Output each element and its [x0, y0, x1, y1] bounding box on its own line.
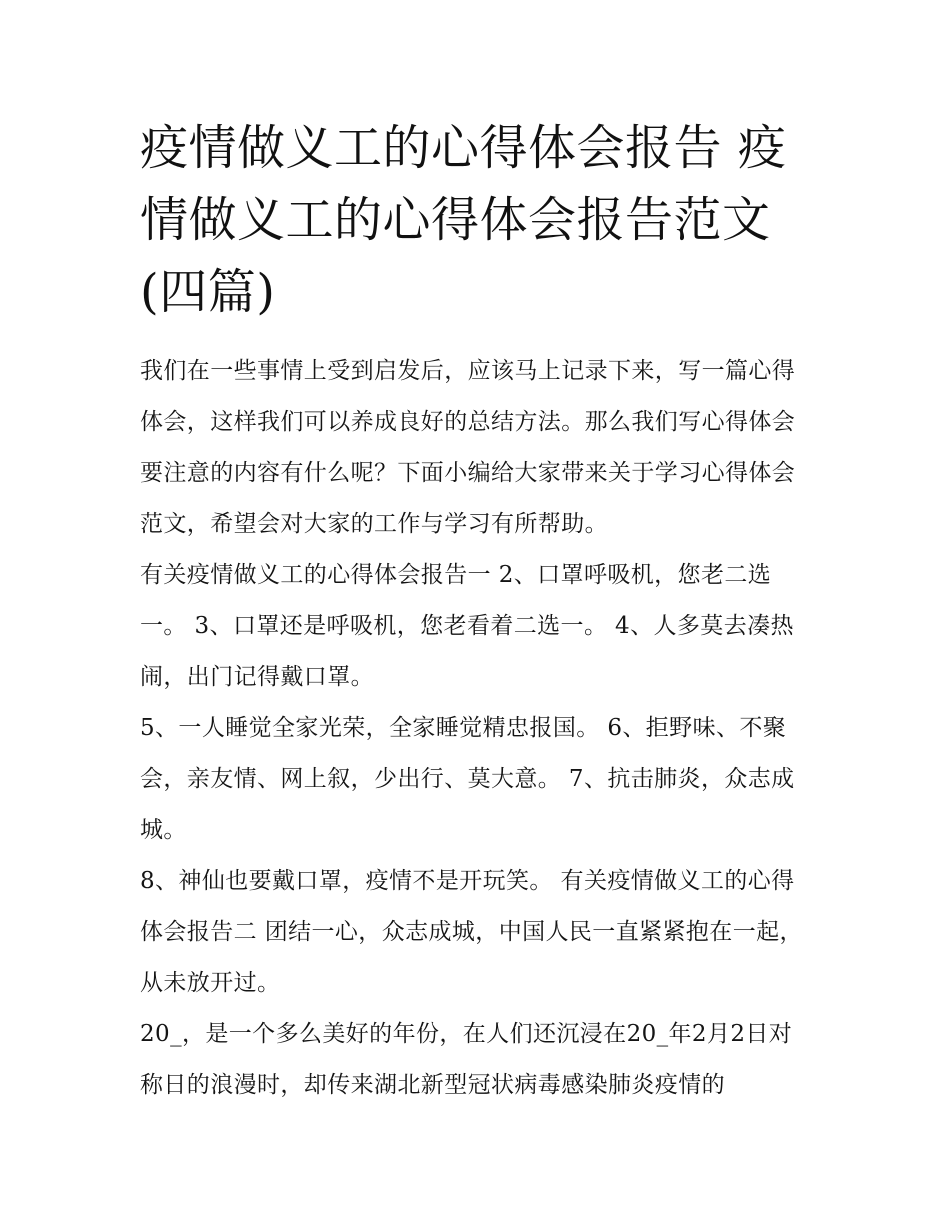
- document-title: 疫情做义工的心得体会报告 疫情做义工的心得体会报告范文(四篇): [140, 120, 787, 320]
- intro-paragraph: 我们在一些事情上受到启发后，应该马上记录下来，写一篇心得体会，这样我们可以养成良好的总结方法。那么我们写心得体会要注意的内容有什么呢？下面小编给大家带来关于学习心得体会范文，希望会对大家的工作与学习有所帮助。: [140, 358, 796, 537]
- report-one-paragraph: 有关疫情做义工的心得体会报告一 2、口罩呼吸机，您老二选一。 3、口罩还是呼吸机，您老看着二选一。 4、人多莫去凑热闹，出门记得戴口罩。: [140, 562, 794, 690]
- report-two-paragraph: 8、神仙也要戴口罩，疫情不是开玩笑。 有关疫情做义工的心得体会报告二 团结一心，众志成城，中国人民一直紧紧抱在一起，从未放开过。: [140, 868, 803, 996]
- slogan-paragraph: 5、一人睡觉全家光荣，全家睡觉精忠报国。 6、拒野味、不聚会，亲友情、网上叙，少出行、莫大意。 7、抗击肺炎，众志成城。: [140, 715, 795, 843]
- year-paragraph: 20_，是一个多么美好的年份，在人们还沉浸在20_年2月2日对称日的浪漫时，却传来湖北新型冠状病毒感染肺炎疫情的: [140, 1021, 793, 1098]
- document-body: [140, 112, 815, 1111]
